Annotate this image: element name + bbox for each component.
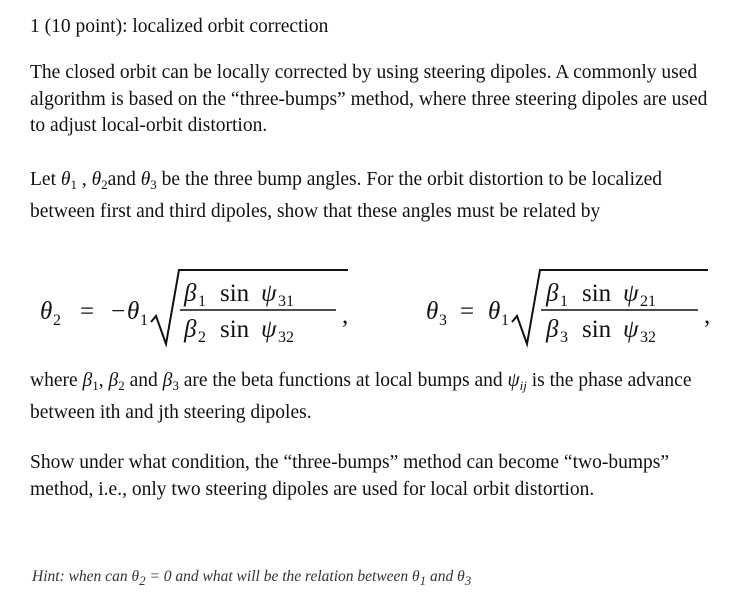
hint-line xyxy=(32,568,471,589)
eq2-coef: θ xyxy=(488,298,501,325)
theta-symbol: θ xyxy=(131,568,140,585)
eq1-equals: = xyxy=(80,298,95,325)
eq2-num-beta-sub: 1 xyxy=(560,293,568,310)
subscript: ij xyxy=(519,378,527,393)
hint-prefix: Hint: when can xyxy=(32,568,132,585)
eq2-num-psi: ψ xyxy=(623,280,639,307)
theta-symbol: θ xyxy=(412,568,420,585)
subscript: 3 xyxy=(150,177,157,192)
eq2-den-psi: ψ xyxy=(623,316,639,343)
eq1-lhs-sub: 2 xyxy=(53,312,61,329)
equation-theta3 xyxy=(426,270,710,346)
eq1-coef: θ xyxy=(127,298,140,325)
eq2-den-sin: sin xyxy=(582,316,612,343)
eq2-equals: = xyxy=(460,298,475,325)
subscript: 3 xyxy=(464,573,472,588)
psi-symbol: ψ xyxy=(507,370,520,391)
eq1-coef-sub: 1 xyxy=(140,312,148,329)
subscript: 2 xyxy=(118,378,125,393)
intro-paragraph: The closed orbit can be locally corrected by using steering dipoles. A commonly used algorithm is based on the “three-bumps” method, where three steering dipoles are used to adjust local-orbit distortion. xyxy=(30,62,708,136)
eq2-num-beta: β xyxy=(546,280,559,307)
eq2-coef-sub: 1 xyxy=(501,312,509,329)
comma-text: , xyxy=(76,169,92,190)
eq2-lhs: θ xyxy=(426,298,439,325)
eq2-num-psi-sub: 21 xyxy=(640,293,656,310)
question-paragraph: Show under what condition, the “three-bumps” method can become “two-bumps” method, i.e., only two steering dipoles are used for local orbit distortion. xyxy=(30,452,669,500)
problem-title: 1 (10 point): localized orbit correction xyxy=(30,16,329,37)
eq1-den-sin: sin xyxy=(220,316,250,343)
hint-middle: = 0 and what will be the relation between xyxy=(145,568,413,585)
and-word: and xyxy=(124,370,163,391)
eq1-den-psi: ψ xyxy=(261,316,277,343)
comma-text: , xyxy=(98,370,109,391)
subscript: 1 xyxy=(419,573,427,588)
theta-symbol: θ xyxy=(140,169,151,190)
psi-description: is the phase advance between ith and jth steering dipoles. xyxy=(30,370,692,423)
equation-theta2 xyxy=(40,270,348,346)
relation-text: be the three bump angles. For the orbit distortion to be localized between first and third dipoles, show that these angles must be related by xyxy=(30,169,663,222)
eq1-minus: − xyxy=(111,298,126,325)
eq2-den-beta-sub: 3 xyxy=(560,329,568,346)
beta-symbol: β xyxy=(162,370,173,391)
eq2-num-sin: sin xyxy=(582,280,612,307)
theta-symbol: θ xyxy=(91,169,102,190)
eq1-num-psi-sub: 31 xyxy=(278,293,294,310)
subscript: 2 xyxy=(139,573,146,588)
subscript: 1 xyxy=(92,378,99,393)
eq2-lhs-sub: 3 xyxy=(439,312,447,329)
let-word: Let xyxy=(30,169,61,190)
eq1-den-beta-sub: 2 xyxy=(198,329,206,346)
and-word: and xyxy=(107,169,141,190)
eq1-den-beta: β xyxy=(184,316,197,343)
theta-symbol: θ xyxy=(60,169,71,190)
beta-symbol: β xyxy=(82,370,93,391)
subscript: 3 xyxy=(172,378,179,393)
eq1-sqrt-sign xyxy=(151,270,348,344)
theta-symbol: θ xyxy=(457,568,465,585)
eq1-num-sin: sin xyxy=(220,280,250,307)
subscript: 1 xyxy=(70,177,77,192)
eq1-den-psi-sub: 32 xyxy=(278,329,294,346)
eq1-comma: , xyxy=(342,302,349,329)
hint-and: and xyxy=(426,568,458,585)
eq2-den-beta: β xyxy=(546,316,559,343)
beta-symbol: β xyxy=(108,370,119,391)
where-paragraph xyxy=(30,368,720,426)
eq1-num-beta: β xyxy=(184,280,197,307)
eq2-comma: , xyxy=(704,302,711,329)
subscript: 2 xyxy=(101,177,108,192)
where-word: where xyxy=(30,370,83,391)
eq1-num-beta-sub: 1 xyxy=(198,293,206,310)
beta-description: are the beta functions at local bumps and xyxy=(178,370,508,391)
eq2-den-psi-sub: 32 xyxy=(640,329,656,346)
eq1-lhs: θ xyxy=(40,298,53,325)
eq1-num-psi: ψ xyxy=(261,280,277,307)
